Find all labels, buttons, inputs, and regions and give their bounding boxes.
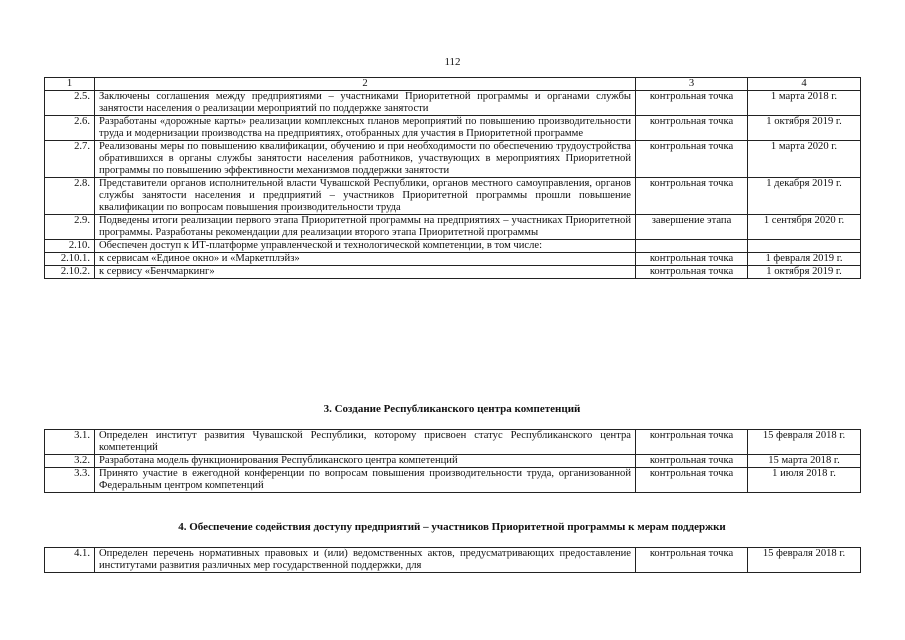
row-date: 1 июля 2018 г. (748, 468, 861, 493)
row-number: 2.10. (45, 240, 95, 253)
header-cell: 2 (95, 78, 636, 91)
row-number: 2.8. (45, 178, 95, 215)
row-date (748, 240, 861, 253)
row-number: 2.5. (45, 91, 95, 116)
row-description: Подведены итоги реализации первого этапа Приоритетной программы на предприятиях – участниках Приоритетной программы. Разработаны рекомендации для реализации второго этапа Приоритетной программы (95, 215, 636, 240)
row-number: 4.1. (45, 548, 95, 573)
table-row (45, 455, 861, 468)
row-description: Обеспечен доступ к ИТ-платформе управленческой и технологической компетенции, в том числе: (95, 240, 636, 253)
row-date: 1 февраля 2019 г. (748, 253, 861, 266)
table-row (45, 215, 861, 240)
table-row (45, 91, 861, 116)
section-title-4: 4. Обеспечение содействия доступу предприятий – участников Приоритетной программы к мерам поддержки (178, 521, 726, 533)
row-date: 1 марта 2020 г. (748, 141, 861, 178)
row-number: 2.10.2. (45, 266, 95, 279)
row-type: контрольная точка (636, 91, 748, 116)
plan-table-part-1 (44, 77, 861, 279)
row-description: к сервису «Бенчмаркинг» (95, 266, 636, 279)
row-date: 1 сентября 2020 г. (748, 215, 861, 240)
table-row (45, 116, 861, 141)
row-type: контрольная точка (636, 266, 748, 279)
table-row (45, 141, 861, 178)
row-description: Реализованы меры по повышению квалификации, обучению и при необходимости по обеспечению трудоустройства обратившихся в органы службы занятости населения работников, участвующих в мероприятиях Приоритетной программы по повышению эффективности механизмов поддержки занятости (95, 141, 636, 178)
table-header-row (45, 78, 861, 91)
row-type: контрольная точка (636, 253, 748, 266)
row-type: контрольная точка (636, 468, 748, 493)
row-type: контрольная точка (636, 430, 748, 455)
row-description: Представители органов исполнительной власти Чувашской Республики, органов местного самоуправления, органов службы занятости населения и предприятий – участников Приоритетной программы прошли повышение квалификации по вопросам повышения производительности труда (95, 178, 636, 215)
row-date: 1 марта 2018 г. (748, 91, 861, 116)
table-row (45, 548, 861, 573)
row-type: контрольная точка (636, 178, 748, 215)
row-date: 1 октября 2019 г. (748, 266, 861, 279)
row-description: Разработаны «дорожные карты» реализации комплексных планов мероприятий по повышению производительности труда и модернизации производства на предприятиях, отобранных для участия в Приоритетной программе (95, 116, 636, 141)
page-number: 112 (444, 56, 461, 68)
header-cell: 1 (45, 78, 95, 91)
row-type: контрольная точка (636, 141, 748, 178)
row-number: 2.10.1. (45, 253, 95, 266)
table-row (45, 266, 861, 279)
table-row (45, 430, 861, 455)
row-number: 2.7. (45, 141, 95, 178)
table-row (45, 178, 861, 215)
row-type (636, 240, 748, 253)
row-number: 3.3. (45, 468, 95, 493)
row-date: 1 октября 2019 г. (748, 116, 861, 141)
row-number: 3.2. (45, 455, 95, 468)
row-date: 1 декабря 2019 г. (748, 178, 861, 215)
row-description: Принято участие в ежегодной конференции по вопросам повышения производительности труда, организованной Федеральным центром компетенций (95, 468, 636, 493)
row-date: 15 марта 2018 г. (748, 455, 861, 468)
row-type: контрольная точка (636, 116, 748, 141)
row-type: контрольная точка (636, 455, 748, 468)
row-date: 15 февраля 2018 г. (748, 548, 861, 573)
row-number: 2.6. (45, 116, 95, 141)
header-cell: 4 (748, 78, 861, 91)
row-description: Определен перечень нормативных правовых и (или) ведомственных актов, предусматривающих предоставление институтами развития различных мер государственной поддержки, для (95, 548, 636, 573)
plan-table-part-3 (44, 547, 861, 573)
table-row (45, 468, 861, 493)
header-cell: 3 (636, 78, 748, 91)
row-description: Разработана модель функционирования Республиканского центра компетенций (95, 455, 636, 468)
row-number: 3.1. (45, 430, 95, 455)
row-description: к сервисам «Единое окно» и «Маркетплэйз» (95, 253, 636, 266)
plan-table-part-2 (44, 429, 861, 493)
table-row (45, 240, 861, 253)
row-type: контрольная точка (636, 548, 748, 573)
row-date: 15 февраля 2018 г. (748, 430, 861, 455)
row-type: завершение этапа (636, 215, 748, 240)
row-number: 2.9. (45, 215, 95, 240)
row-description: Заключены соглашения между предприятиями – участниками Приоритетной программы и органами службы занятости населения о реализации мероприятий по поддержке занятости (95, 91, 636, 116)
section-title-3: 3. Создание Республиканского центра компетенций (323, 403, 581, 415)
row-description: Определен институт развития Чувашской Республики, которому присвоен статус Республиканского центра компетенций (95, 430, 636, 455)
table-row (45, 253, 861, 266)
